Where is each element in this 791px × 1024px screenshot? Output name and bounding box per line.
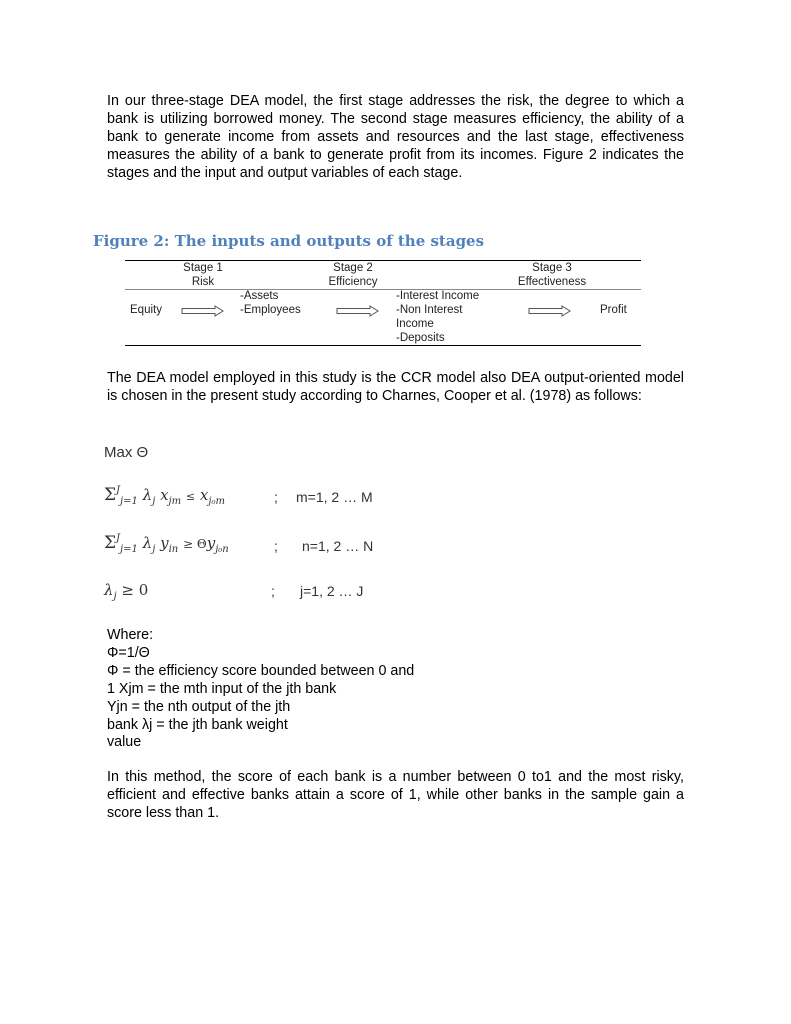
stage-1-outputs [240, 289, 301, 317]
separator: ; [274, 538, 278, 554]
stage-2-outputs [396, 289, 479, 345]
relation-le: ≤ [185, 490, 196, 503]
output-employees: -Employees [240, 304, 301, 316]
stage-3-label: Stage 3 [532, 262, 572, 274]
objective-function: Max Θ [104, 444, 149, 461]
constraint-output: $\Sigma^J_{j=1}$ $\lambda_j$ $y_{in} \ge \Theta y_{j_0n}$ [104, 533, 229, 555]
constraint-output-range: n=1, 2 … N [302, 538, 374, 554]
where-line: value [107, 734, 142, 751]
input-equity: Equity [130, 304, 162, 316]
where-line: Yjn = the nth output of the jth [107, 698, 291, 715]
separator: ; [274, 489, 278, 505]
diagram-header-rule [125, 289, 641, 290]
lambda-symbol: λ [142, 486, 153, 504]
stage-3-header [507, 261, 597, 289]
where-line: Φ = the efficiency score bounded between 0 and [107, 662, 415, 679]
stage-1-label: Stage 1 [183, 262, 223, 274]
where-line: 1 Xjm = the mth input of the jth bank [107, 680, 337, 697]
output-assets: -Assets [240, 290, 279, 302]
output-deposits: -Deposits [396, 332, 445, 344]
stage-2-header [313, 261, 393, 289]
output-interest-income: -Interest Income [396, 290, 480, 302]
output-non-interest: -Non Interest [396, 304, 463, 316]
constraint-input-range: m=1, 2 … M [296, 489, 373, 505]
relation-ge-theta: ≥ Θ [182, 537, 207, 551]
constraint-input: $\Sigma^J_{j=1}$ $\lambda_j$ $x_{jm} \le x_{j_0m}$ [104, 485, 225, 507]
stage-1-name: Risk [191, 276, 215, 288]
figure-title: Figure 2: The inputs and outputs of the stages [93, 232, 485, 250]
stage-2-label: Stage 2 [333, 262, 373, 274]
arrow-icon [181, 305, 225, 317]
model-paragraph: The DEA model employed in this study is the CCR model also DEA output-oriented model is chosen in the present study according to Charnes, Cooper et al. (1978) as follows: [107, 370, 684, 404]
where-line: Φ=1/Θ [107, 644, 150, 661]
sum-lower: j=1 [120, 496, 138, 507]
x-symbol: x [160, 486, 169, 504]
constraint-lambda: $\lambda_j \ge 0$ [104, 581, 149, 602]
where-line: bank λj = the jth bank weight [107, 716, 288, 733]
where-line: Where: [107, 627, 154, 643]
stage-2-name: Efficiency [328, 276, 378, 288]
sum-upper: J [116, 485, 121, 496]
lambda-nonneg: ≥ 0 [121, 581, 149, 599]
sum-sign: Σ [104, 485, 117, 505]
conclusion-paragraph: In this method, the score of each bank is a number between 0 to1 and the most risky, efficient and effective banks attain a score of 1, while other banks in the sample gain a score less than 1. [107, 769, 684, 821]
intro-paragraph: In our three-stage DEA model, the first stage addresses the risk, the degree to which a bank is utilizing borrowed money. The second stage measures efficiency, the ability of a bank to generate income from assets and resources and the last stage, effectiveness measures the ability of a bank to generate profit from its incomes. Figure 2 indicates the stages and the input and output variables of each stage. [107, 93, 684, 181]
arrow-icon [336, 305, 380, 317]
output-income: Income [396, 318, 434, 330]
diagram-bottom-rule [125, 345, 641, 346]
arrow-icon [528, 305, 572, 317]
stage-3-name: Effectiveness [517, 276, 587, 288]
constraint-lambda-range: j=1, 2 … J [300, 583, 364, 599]
stage-1-header [163, 261, 243, 289]
output-profit: Profit [600, 304, 627, 316]
separator: ; [271, 583, 275, 599]
where-block [107, 627, 414, 752]
